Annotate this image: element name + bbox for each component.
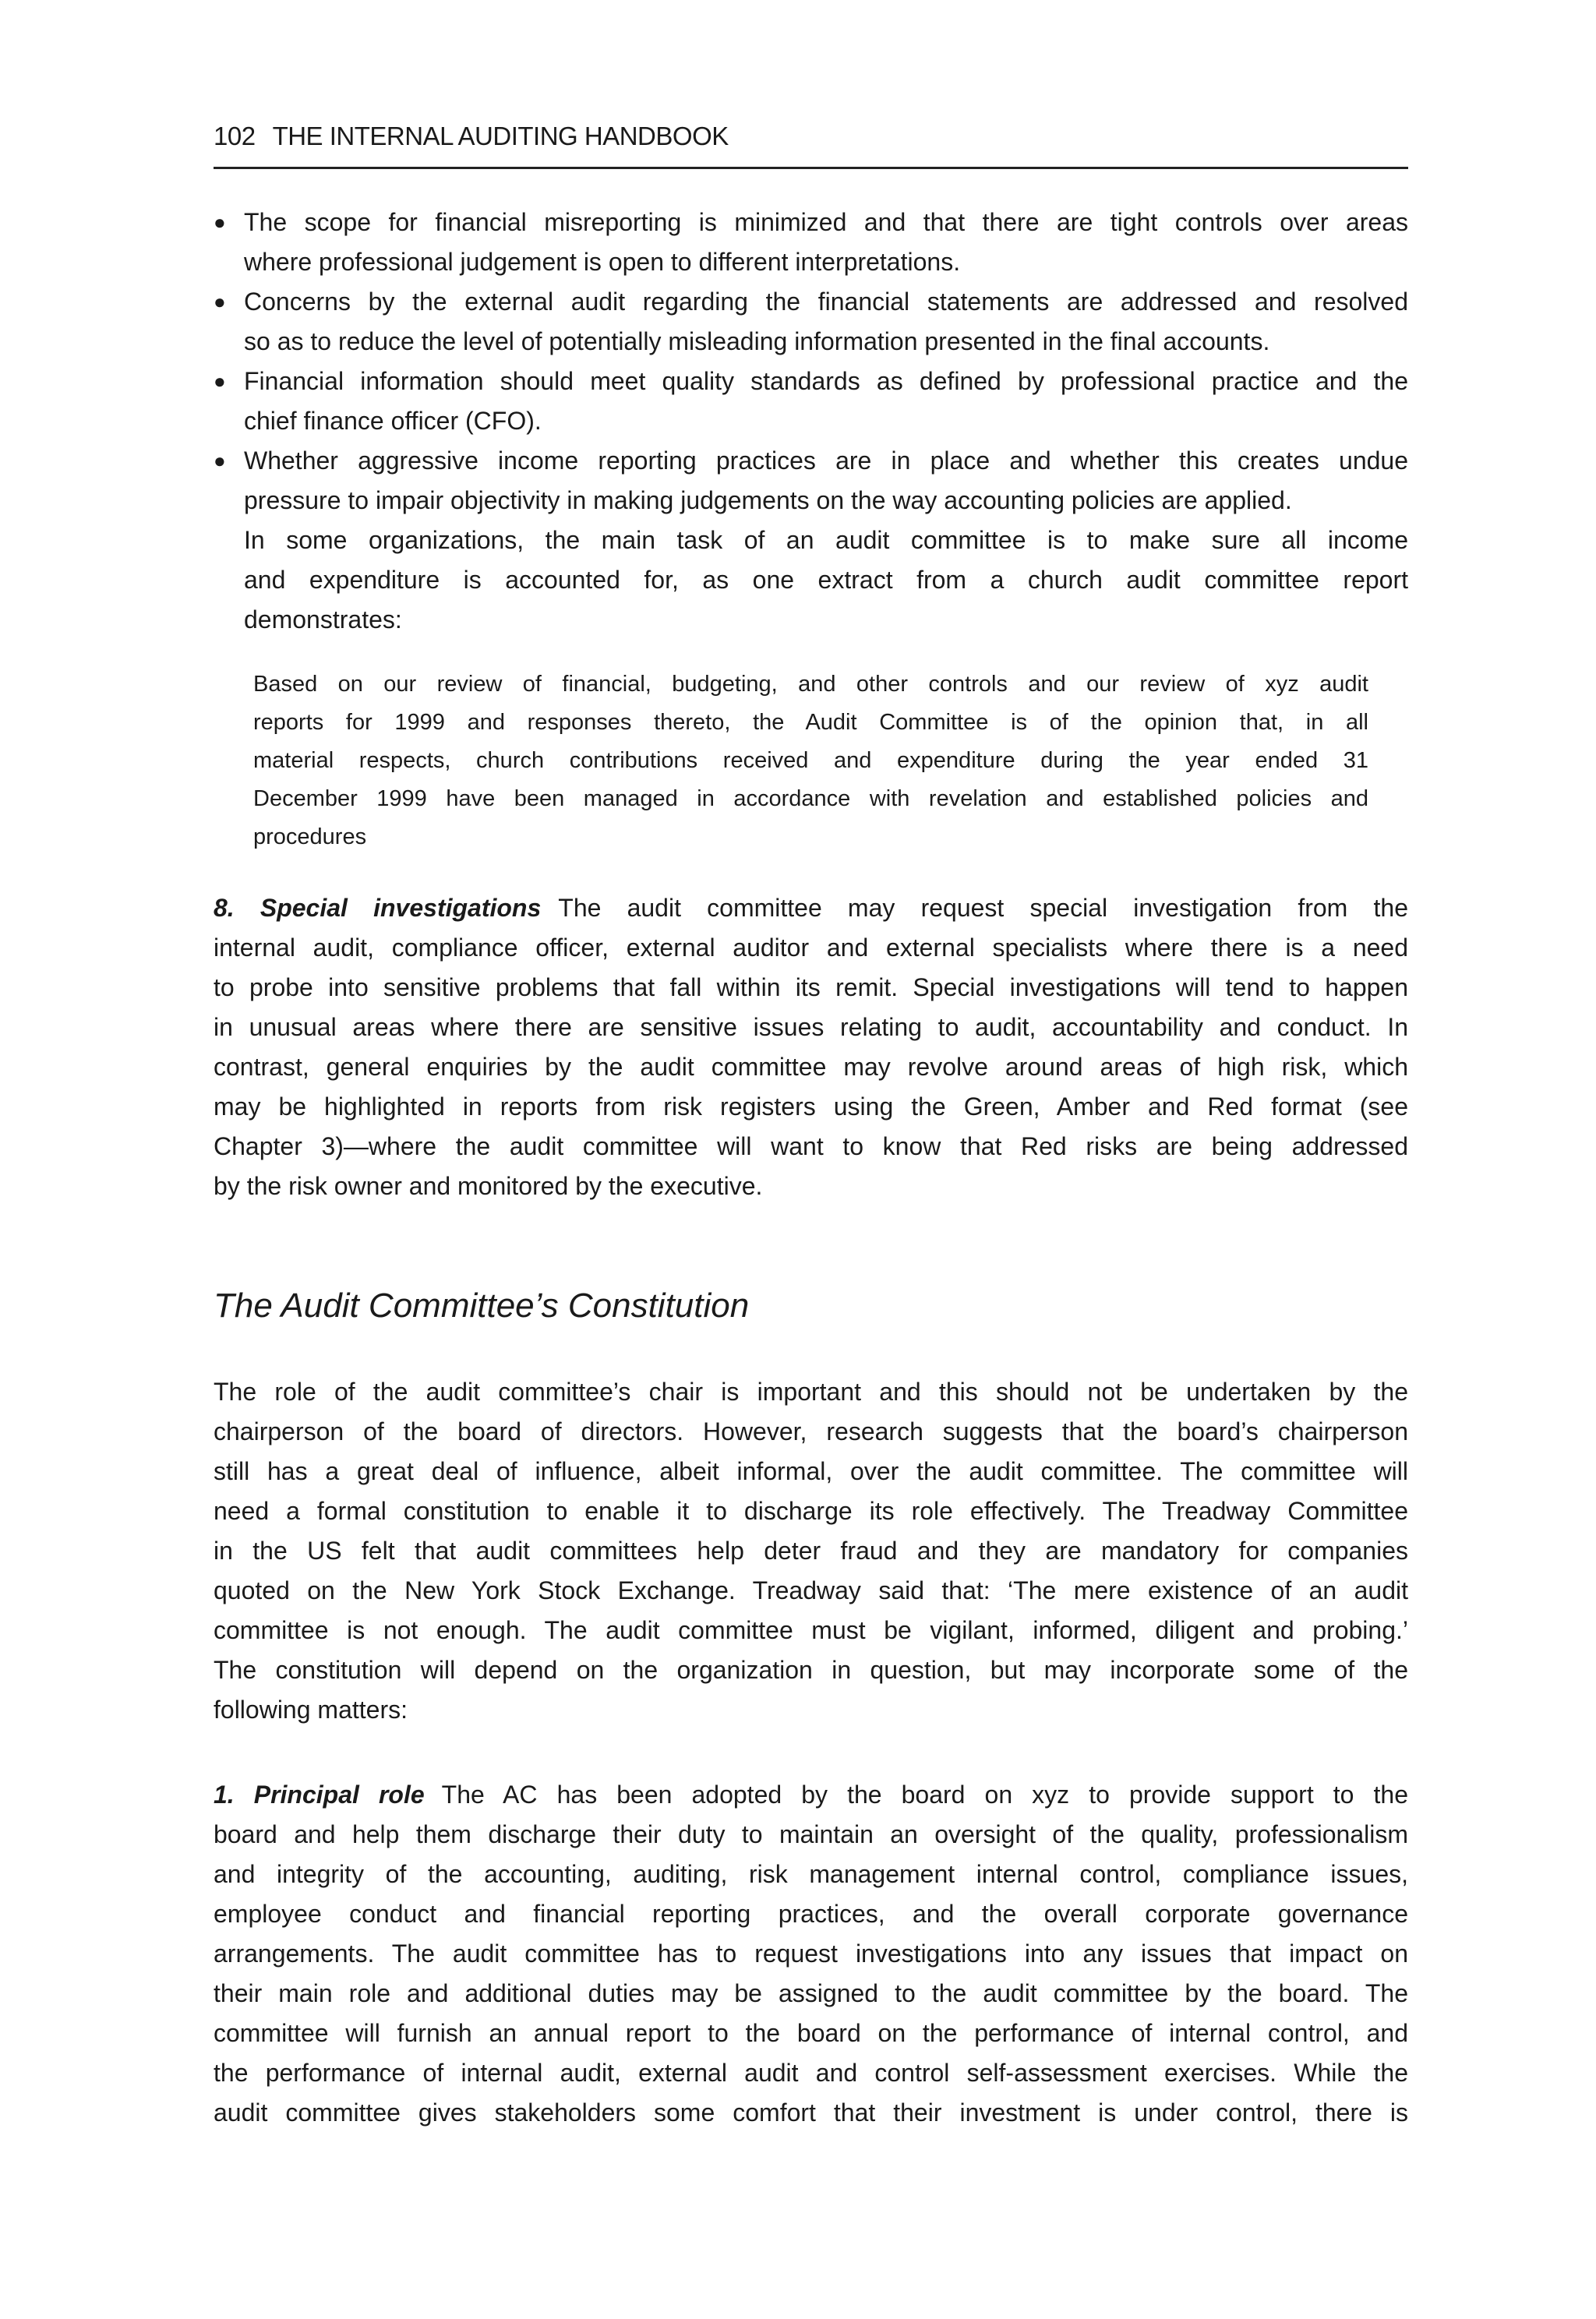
text-line: committee is not enough. The audit committee must be vigilant, informed, diligent and probing.’ — [214, 1616, 1408, 1644]
text-line: and expenditure is accounted for, as one extract from a church audit committee report — [244, 566, 1408, 594]
text-line: still has a great deal of influence, albeit informal, over the audit committee. The committee will — [214, 1457, 1408, 1485]
text-line: material respects, church contributions received and expenditure during the year ended 31 — [253, 748, 1368, 773]
bullet-item — [214, 441, 1408, 640]
text-line: following matters: — [214, 1696, 408, 1724]
bullet-icon: ● — [214, 369, 226, 393]
text-line: Whether aggressive income reporting practices are in place and whether this creates undue — [244, 447, 1408, 475]
text-line: Chapter 3)—where the audit committee will want to know that Red risks are being addressed — [214, 1132, 1408, 1160]
lead-in-heading: 1. Principal role — [214, 1781, 425, 1809]
text-line: reports for 1999 and responses thereto, the Audit Committee is of the opinion that, in all — [253, 710, 1368, 735]
text-line: and integrity of the accounting, auditing, risk management internal control, compliance issues, — [214, 1860, 1408, 1888]
text-line — [214, 888, 1408, 928]
text-line: board and help them discharge their duty to maintain an oversight of the quality, professionalism — [214, 1820, 1408, 1848]
bullet-icon: ● — [214, 449, 226, 472]
text-line: The constitution will depend on the organization in question, but may incorporate some of the — [214, 1656, 1408, 1684]
book-title: THE INTERNAL AUDITING HANDBOOK — [272, 122, 729, 150]
text-line: committee will furnish an annual report to the board on the performance of internal control, and — [214, 2019, 1408, 2047]
text-line-content: The AC has been adopted by the board on xyz to provide support to the — [441, 1781, 1409, 1809]
text-line: may be highlighted in reports from risk registers using the Green, Amber and Red format (see — [214, 1092, 1408, 1121]
section-heading: The Audit Committee’s Constitution — [214, 1287, 750, 1325]
bullet-item — [214, 282, 1408, 362]
text-line: demonstrates: — [244, 605, 402, 634]
text-line: December 1999 have been managed in accordance with revelation and established policies and — [253, 786, 1368, 811]
text-line: the performance of internal audit, external audit and control self-assessment exercises. While the — [214, 2059, 1408, 2087]
bullet-icon: ● — [214, 290, 226, 313]
text-line: in the US felt that audit committees help deter fraud and they are mandatory for companies — [214, 1537, 1408, 1565]
constitution-paragraph — [214, 1372, 1408, 1730]
text-line: to probe into sensitive problems that fall within its remit. Special investigations will tend to happen — [214, 973, 1408, 1001]
text-line — [214, 1775, 1408, 1815]
running-header — [214, 122, 729, 151]
bullet-item — [214, 362, 1408, 441]
lead-in-heading: 8. Special investigations — [214, 894, 542, 922]
text-line: in unusual areas where there are sensitive issues relating to audit, accountability and conduct. In — [214, 1013, 1408, 1041]
text-line: Based on our review of financial, budgeting, and other controls and our review of xyz audit — [253, 672, 1368, 697]
block-quote — [253, 665, 1368, 856]
text-line: The role of the audit committee’s chair is important and this should not be undertaken by the — [214, 1378, 1408, 1406]
text-line: procedures — [253, 824, 367, 849]
text-line: arrangements. The audit committee has to request investigations into any issues that impact on — [214, 1940, 1408, 1968]
text-line: internal audit, compliance officer, external auditor and external specialists where there is a need — [214, 934, 1408, 962]
text-line-content: The audit committee may request special investigation from the — [558, 894, 1408, 922]
text-line: by the risk owner and monitored by the executive. — [214, 1172, 763, 1200]
text-line: chief finance officer (CFO). — [244, 407, 542, 435]
text-line: Concerns by the external audit regarding the financial statements are addressed and resolved — [244, 288, 1408, 316]
header-rule — [214, 167, 1408, 169]
text-line: audit committee gives stakeholders some comfort that their investment is under control, there is — [214, 2098, 1408, 2127]
text-line: In some organizations, the main task of an audit committee is to make sure all income — [244, 526, 1408, 554]
text-line: need a formal constitution to enable it to discharge its role effectively. The Treadway Committee — [214, 1497, 1408, 1525]
text-line: contrast, general enquiries by the audit committee may revolve around areas of high risk, which — [214, 1053, 1408, 1081]
text-line: Financial information should meet quality standards as defined by professional practice and the — [244, 367, 1408, 395]
text-line: so as to reduce the level of potentially misleading information presented in the final accounts. — [244, 327, 1270, 355]
page-number: 102 — [214, 122, 256, 150]
principal-role-paragraph — [214, 1775, 1408, 2133]
text-line: pressure to impair objectivity in making judgements on the way accounting policies are applied. — [244, 486, 1292, 514]
text-line: employee conduct and financial reporting practices, and the overall corporate governance — [214, 1900, 1408, 1928]
text-line: quoted on the New York Stock Exchange. Treadway said that: ‘The mere existence of an audit — [214, 1576, 1408, 1604]
bullet-list — [214, 203, 1408, 640]
text-line: The scope for financial misreporting is minimized and that there are tight controls over areas — [244, 208, 1408, 236]
text-line: chairperson of the board of directors. However, research suggests that the board’s chairperson — [214, 1417, 1408, 1445]
special-investigations-paragraph — [214, 888, 1408, 1206]
text-line: where professional judgement is open to different interpretations. — [244, 248, 961, 276]
bullet-item — [214, 203, 1408, 282]
bullet-icon: ● — [214, 210, 226, 234]
text-line: their main role and additional duties may be assigned to the audit committee by the board. The — [214, 1979, 1408, 2007]
